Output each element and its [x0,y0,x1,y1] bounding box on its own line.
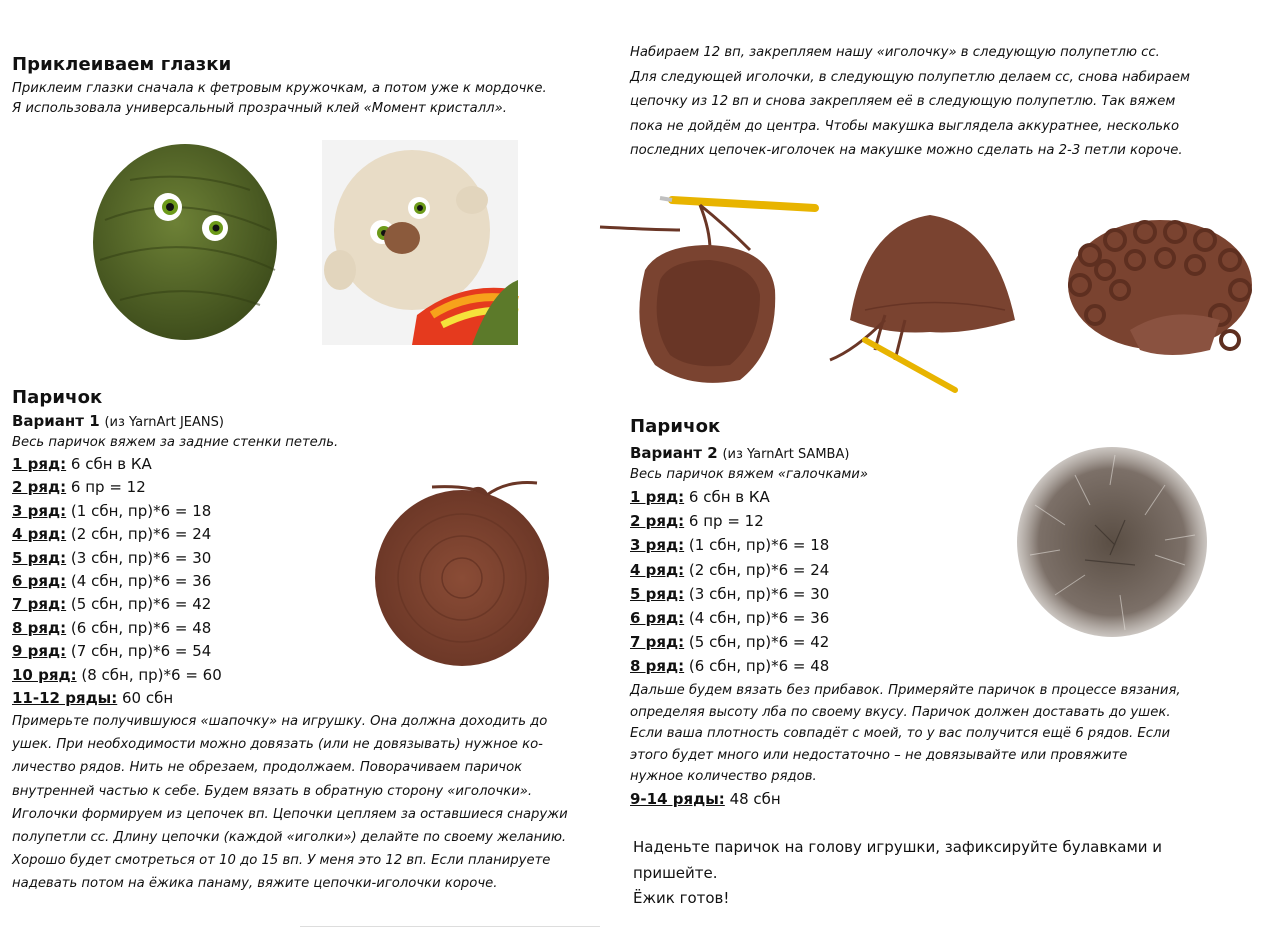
divider [300,926,600,927]
continue-text [630,683,1270,793]
continue-line: Дальше будем вязать без прибавок. Примеряйте паричок в процессе вязания, [630,683,1181,698]
wig-heading-2: Паричок [630,416,721,437]
cap-dome-photo [825,210,1020,395]
row-item: 11-12 ряды: 60 сбн [12,689,174,707]
eyes-text-line: Я использовала универсальный прозрачный клей «Момент кристалл». [12,101,507,116]
row-item: 2 ряд: 6 пр = 12 [12,478,146,497]
intro-line: цепочку из 12 вп и снова закрепляем её в следующую полупетлю. Так вяжем [630,94,1176,109]
row-item: 3 ряд: (1 сбн, пр)*6 = 18 [630,536,830,555]
continue-line: нужное количество рядов. [630,769,817,784]
row-item: 6 ряд: (4 сбн, пр)*6 = 36 [12,572,212,590]
closing-line: надевать потом на ёжика панаму, вяжите цепочки-иголочки короче. [12,876,498,892]
cap-loops-photo [1060,210,1255,370]
toy-head-photo [322,140,518,345]
variant-1-note: (из YarnArt JEANS) [104,415,224,430]
variant-2 [630,444,849,462]
intro-text-2 [630,45,1270,165]
closing-line: внутренней частью к себе. Будем вязать в обратную сторону «иголочки». [12,783,533,799]
finish-line: Ёжик готов! [633,889,730,907]
cap-inside-photo [600,190,818,390]
intro-line: Набираем 12 вп, закрепляем нашу «иголочку» в следующую полупетлю сс. [630,45,1160,60]
fur-wig-photo [1015,445,1210,640]
row-item: 8 ряд: (6 сбн, пр)*6 = 48 [630,657,830,676]
row-item: 3 ряд: (1 сбн, пр)*6 = 18 [12,501,212,520]
closing-line: Иголочки формируем из цепочек вп. Цепочки цепляем за оставшиеся снаружи [12,806,568,822]
continue-line: этого будет много или недостаточно – не довязывайте или провяжите [630,747,1128,763]
row-item: 7 ряд: (5 сбн, пр)*6 = 42 [12,595,212,614]
eyes-heading: Приклеиваем глазки [12,54,232,75]
row-item: 10 ряд: (8 сбн, пр)*6 = 60 [12,665,222,684]
variant-2-label: Вариант 2 [630,444,718,462]
eyes-text [12,81,592,121]
rows-list-2 [630,490,970,680]
yarn-ball-photo [90,140,290,345]
row-item: 4 ряд: (2 сбн, пр)*6 = 24 [630,560,830,579]
variant-1-label: Вариант 1 [12,412,100,430]
intro-line: Для следующей иголочки, в следующую полупетлю делаем сс, снова набираем [630,69,1190,85]
continue-line: Если ваша плотность совпадёт с моей, то у вас получится ещё 6 рядов. Если [630,726,1171,741]
variant-2-note: (из YarnArt SAMBA) [722,447,850,462]
row-item: 8 ряд: (6 сбн, пр)*6 = 48 [12,618,212,637]
row-item: 9 ряд: (7 сбн, пр)*6 = 54 [12,642,212,661]
variant-1 [12,412,224,430]
row-item: 4 ряд: (2 сбн, пр)*6 = 24 [12,525,212,544]
wig-heading-1: Паричок [12,387,103,408]
closing-line: Примерьте получившуюся «шапочку» на игрушку. Она должна доходить до [12,714,548,729]
continue-line: определяя высоту лба по своему вкусу. Паричок должен доставать до ушек. [630,704,1171,720]
closing-line: личество рядов. Нить не обрезаем, продолжаем. Поворачиваем паричок [12,760,523,776]
finish-text [633,838,1273,913]
eyes-text-line: Приклеим глазки сначала к фетровым кружочкам, а потом уже к мордочке. [12,81,547,96]
variant-1-intro: Весь паричок вяжем за задние стенки петель. [12,435,339,450]
row-item: 2 ряд: 6 пр = 12 [630,512,764,531]
finish-line: Наденьте паричок на голову игрушки, зафиксируйте булавками и [633,838,1163,856]
final-row: 9-14 ряды: 48 сбн [630,790,781,808]
row-item: 5 ряд: (3 сбн, пр)*6 = 30 [630,584,830,603]
closing-text-1 [12,714,592,894]
closing-line: полупетли сс. Длину цепочки (каждой «иголки») делайте по своему желанию. [12,830,567,845]
closing-line: ушек. При необходимости можно довязать (или не довязывать) нужное ко- [12,737,543,753]
rows-list-1 [12,457,352,707]
row-item: 1 ряд: 6 сбн в КА [630,488,770,506]
row-item: 1 ряд: 6 сбн в КА [12,455,152,473]
finish-line: пришейте. [633,864,718,882]
row-item: 7 ряд: (5 сбн, пр)*6 = 42 [630,633,830,652]
closing-line: Хорошо будет смотреться от 10 до 15 вп. У меня это 12 вп. Если планируете [12,853,551,869]
row-item: 5 ряд: (3 сбн, пр)*6 = 30 [12,548,212,567]
variant-2-intro: Весь паричок вяжем «галочками» [630,467,869,482]
row-item: 6 ряд: (4 сбн, пр)*6 = 36 [630,609,830,627]
intro-line: последних цепочек-иголочек на макушке можно сделать на 2-3 петли короче. [630,143,1183,158]
intro-line: пока не дойдём до центра. Чтобы макушка выглядела аккуратнее, несколько [630,118,1180,134]
wig-cap-photo [372,475,552,670]
